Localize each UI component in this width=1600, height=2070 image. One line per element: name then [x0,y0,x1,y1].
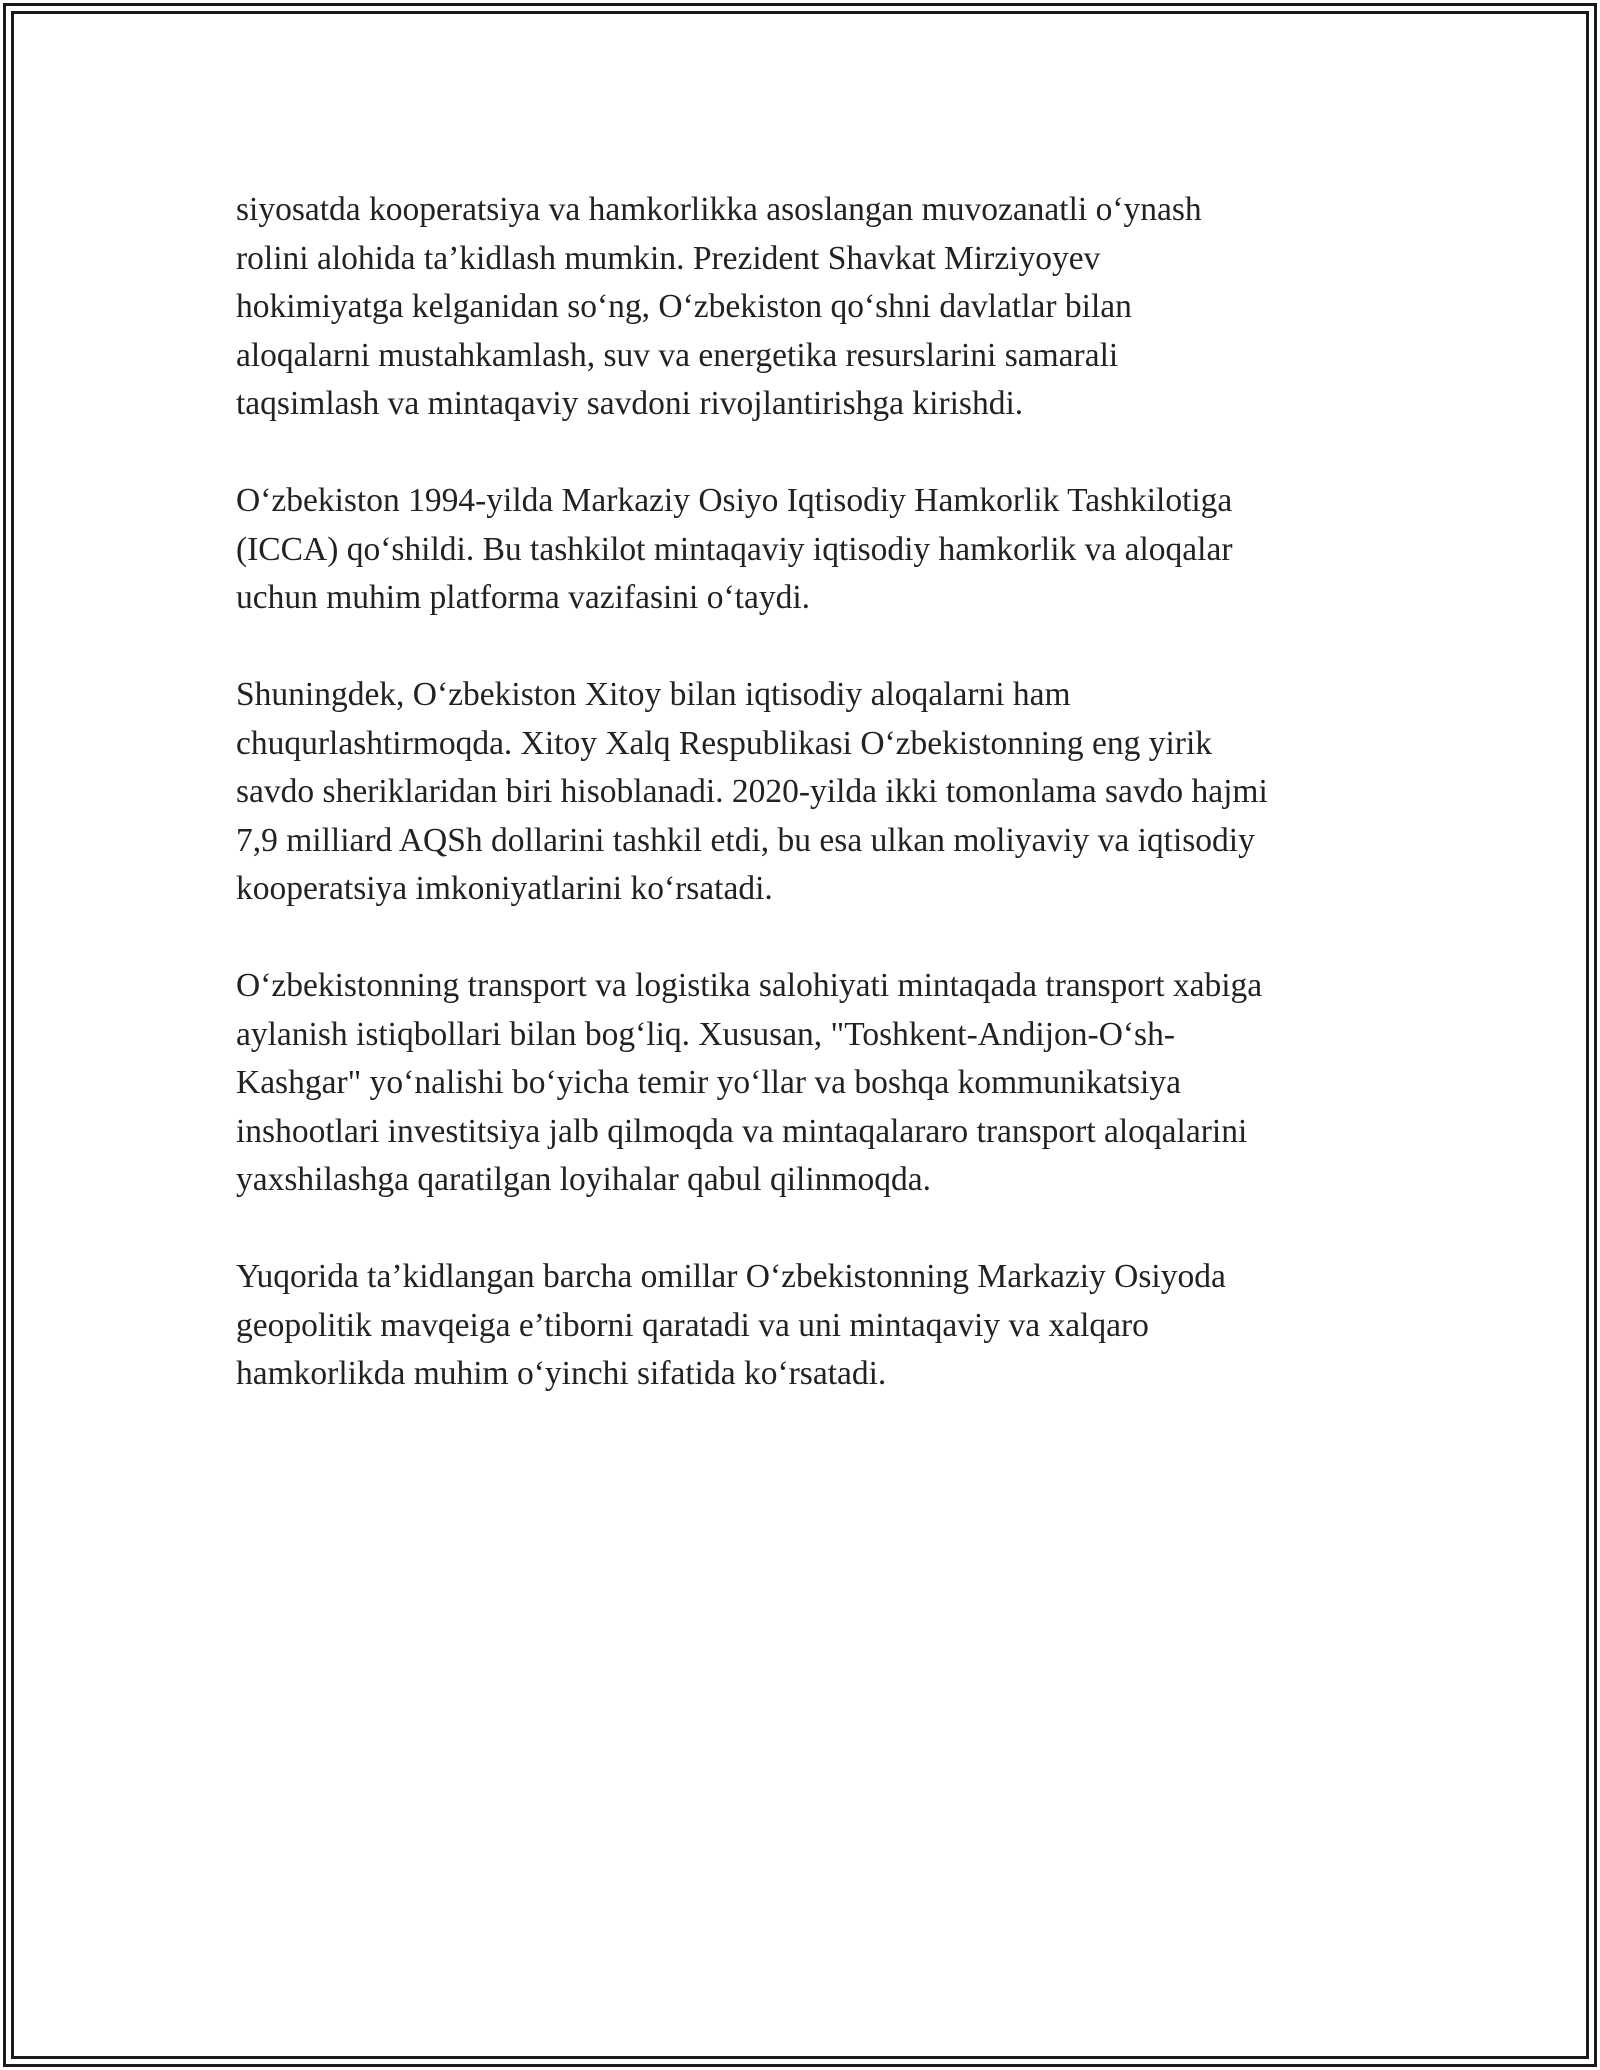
paragraph-line: inshootlari investitsiya jalb qilmoqda va mintaqalararo transport aloqalarini [236,1112,1248,1150]
paragraph-line: geopolitik mavqeiga e’tiborni qaratadi va uni mintaqaviy va xalqaro [236,1306,1149,1344]
paragraph-line: aloqalarni mustahkamlash, suv va energetika resurslarini samarali [236,336,1119,374]
paragraph-4 [236,962,1376,1205]
paragraph-2 [236,477,1376,623]
paragraph-line: 7,9 milliard AQSh dollarini tashkil etdi, bu esa ulkan moliyaviy va iqtisodiy [236,821,1255,859]
paragraph-line: O‘zbekiston 1994-yilda Markaziy Osiyo Iqtisodiy Hamkorlik Tashkilotiga [236,482,1233,519]
document-body [236,186,1376,1399]
paragraph-spacer [236,623,1376,672]
paragraph-spacer [236,429,1376,478]
paragraph-line: Shuningdek, O‘zbekiston Xitoy bilan iqtisodiy aloqalarni ham [236,676,1071,713]
paragraph-5 [236,1253,1376,1399]
paragraph-line: savdo sheriklaridan biri hisoblanadi. 2020-yilda ikki tomonlama savdo hajmi [236,773,1268,810]
paragraph-1 [236,186,1376,429]
paragraph-line: hamkorlikda muhim o‘yinchi sifatida ko‘rsatadi. [236,1355,887,1392]
paragraph-line: kooperatsiya imkoniyatlarini ko‘rsatadi. [236,870,773,907]
paragraph-line: chuqurlashtirmoqda. Xitoy Xalq Respublikasi O‘zbekistonning eng yirik [236,724,1212,762]
paragraph-line: siyosatda kooperatsiya va hamkorlikka asoslangan muvozanatli o‘ynash [236,191,1202,228]
paragraph-line: taqsimlash va mintaqaviy savdoni rivojlantirishga kirishdi. [236,385,1024,422]
paragraph-line: Yuqorida ta’kidlangan barcha omillar O‘zbekistonning Markaziy Osiyoda [236,1258,1226,1295]
paragraph-spacer [236,1205,1376,1254]
paragraph-line: (ICCA) qo‘shildi. Bu tashkilot mintaqaviy iqtisodiy hamkorlik va aloqalar [236,530,1233,568]
paragraph-line: Kashgar" yo‘nalishi bo‘yicha temir yo‘llar va boshqa kommunikatsiya [236,1064,1181,1101]
paragraph-line: uchun muhim platforma vazifasini o‘taydi. [236,579,810,616]
paragraph-line: hokimiyatga kelganidan so‘ng, O‘zbekiston qo‘shni davlatlar bilan [236,288,1132,325]
paragraph-line: rolini alohida ta’kidlash mumkin. Prezident Shavkat Mirziyoyev [236,239,1101,277]
paragraph-line: yaxshilashga qaratilgan loyihalar qabul qilinmoqda. [236,1161,931,1198]
paragraph-3 [236,671,1376,914]
paragraph-line: aylanish istiqbollari bilan bog‘liq. Xususan, "Toshkent-Andijon-O‘sh- [236,1015,1175,1053]
paragraph-spacer [236,914,1376,963]
paragraph-line: O‘zbekistonning transport va logistika salohiyati mintaqada transport xabiga [236,967,1263,1004]
